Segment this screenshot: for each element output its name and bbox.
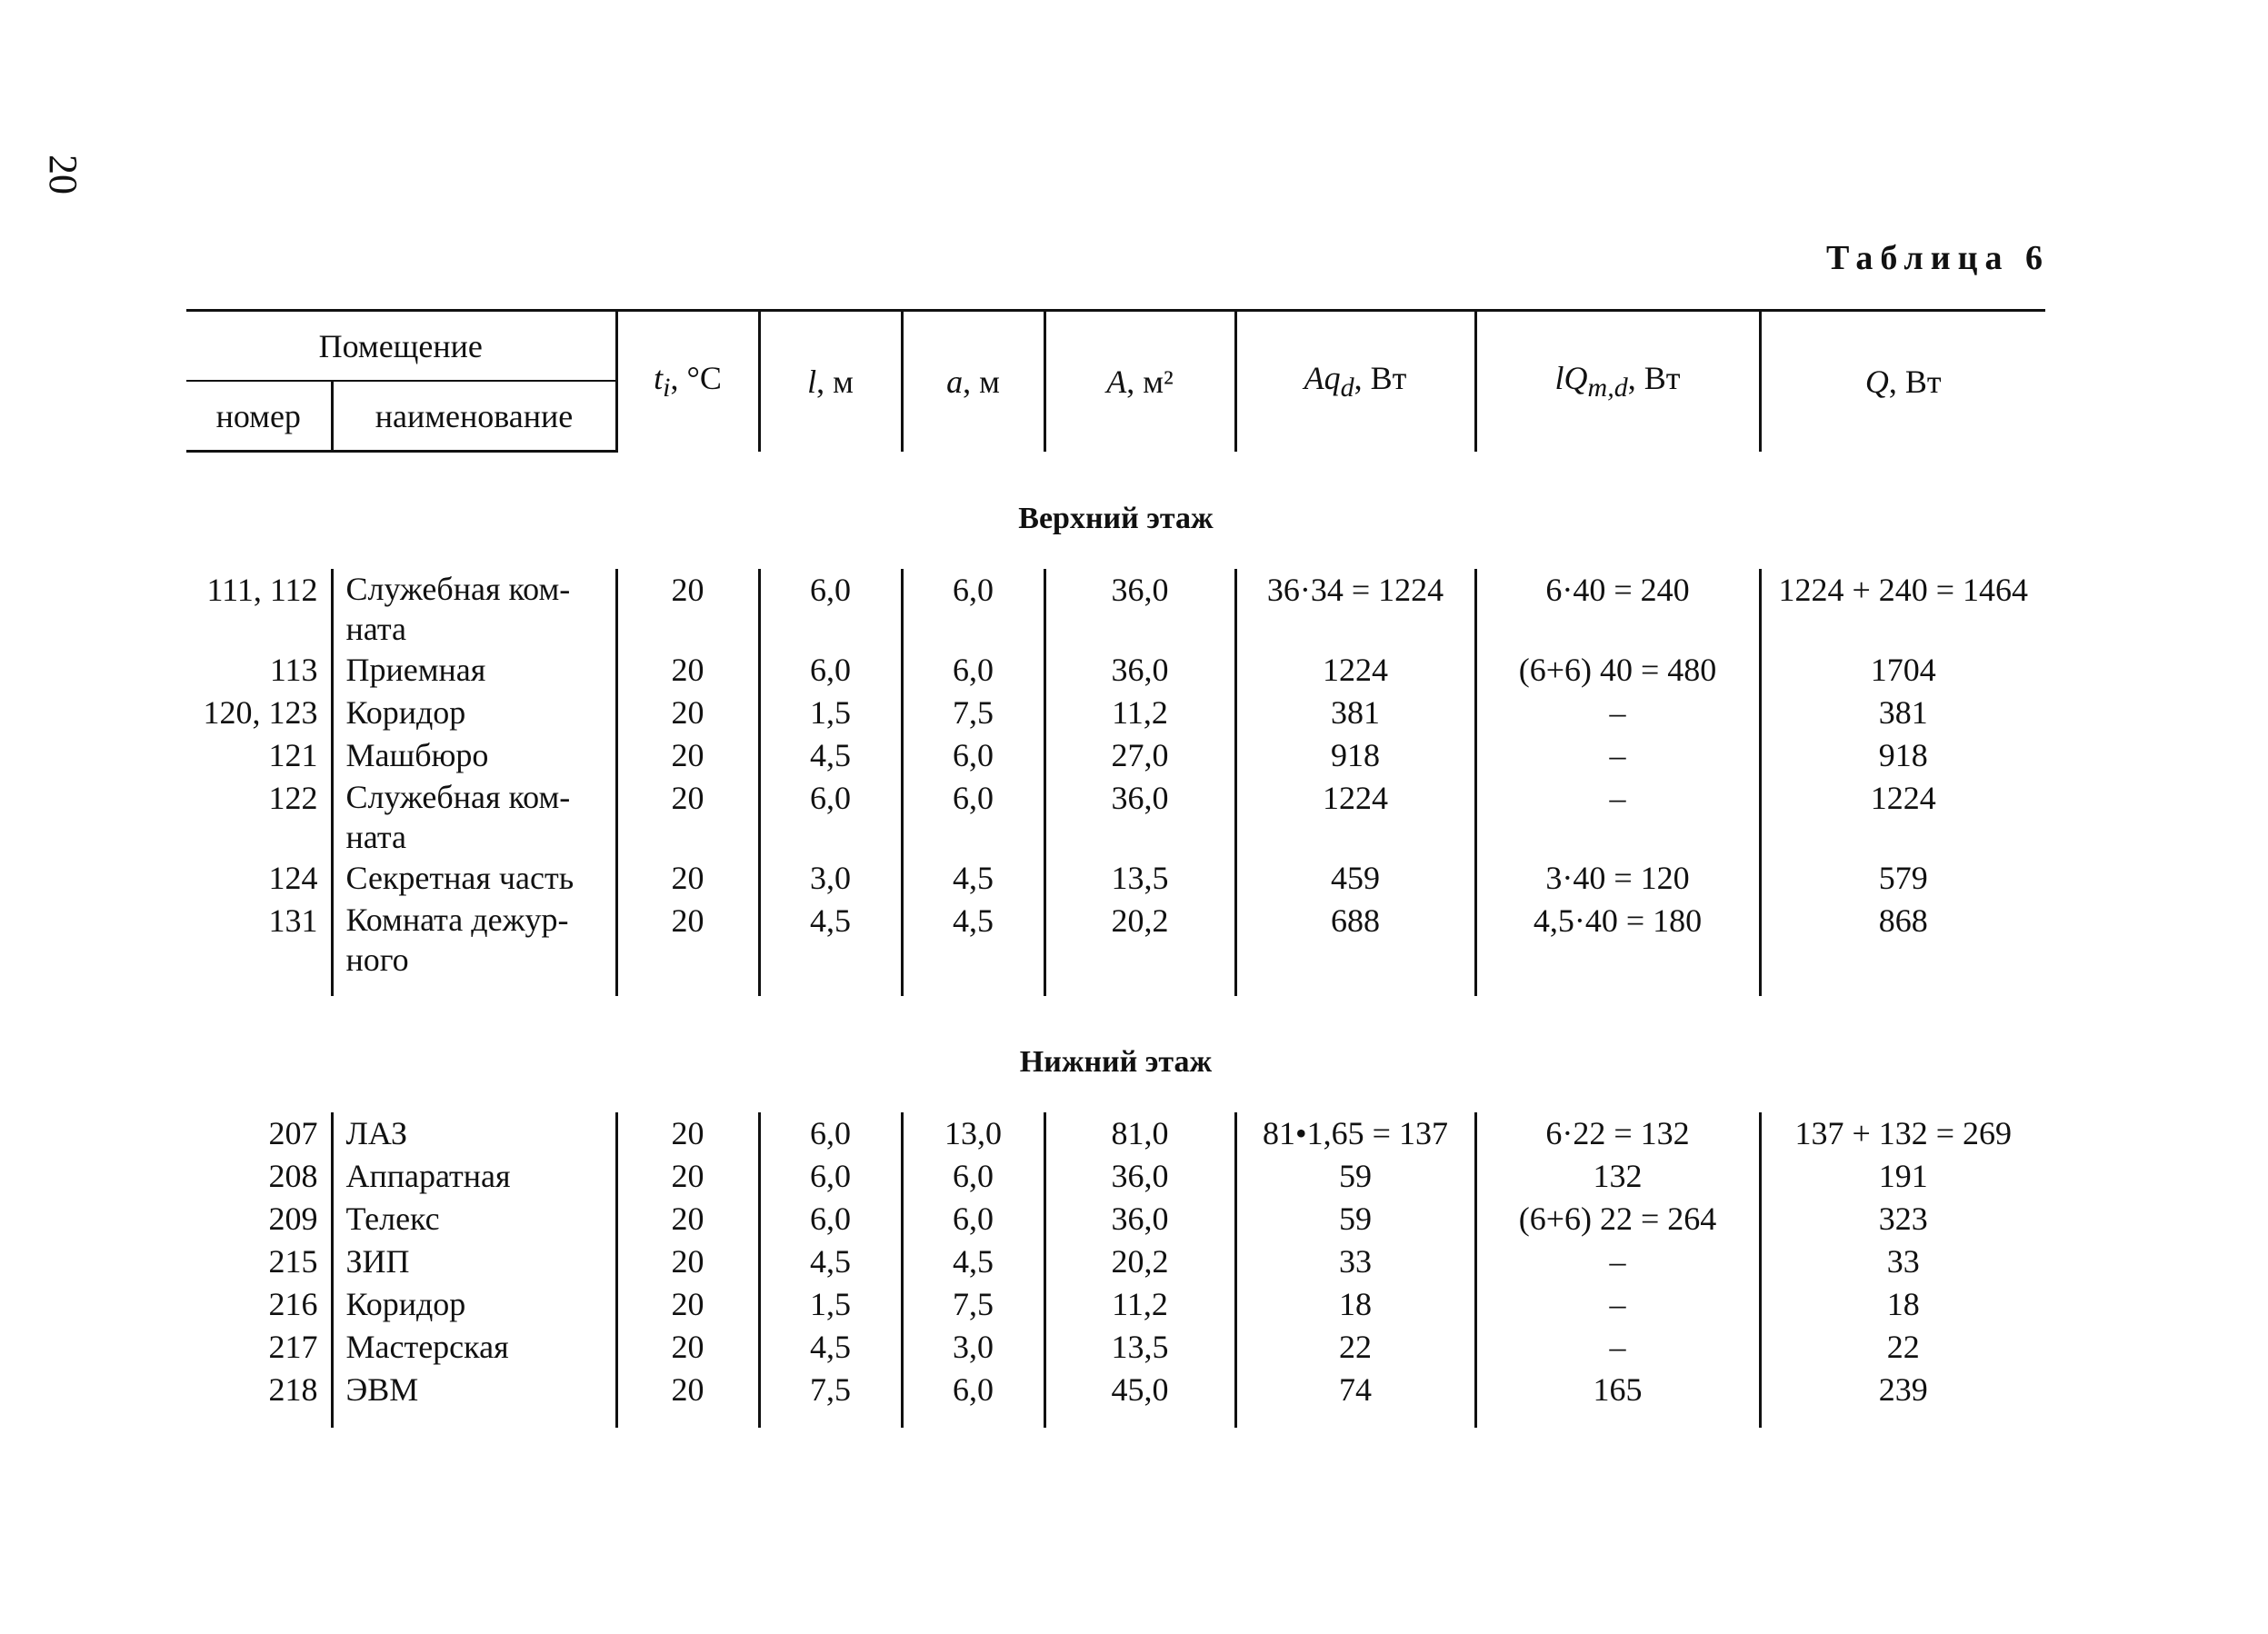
cell-a: 6,0	[902, 1198, 1044, 1240]
cell-l: 7,5	[759, 1369, 902, 1428]
cell-a: 6,0	[902, 734, 1044, 777]
cell-lq: –	[1475, 777, 1760, 857]
cell-l: 6,0	[759, 1198, 902, 1240]
cell-q: 137 + 132 = 269	[1794, 1115, 2013, 1151]
cell-l: 1,5	[759, 1283, 902, 1326]
cell-lq: (6+6) 40 = 480	[1475, 649, 1760, 692]
cell-lq: –	[1475, 1240, 1760, 1283]
cell-name	[332, 1369, 616, 1428]
cell-q: 239	[1878, 1371, 1928, 1408]
cell-ti: 20	[616, 1240, 759, 1283]
cell-area: 36,0	[1044, 1155, 1235, 1198]
cell-ti: 20	[616, 1326, 759, 1369]
cell-q: 918	[1878, 737, 1928, 773]
room-name-line: ната	[345, 819, 406, 855]
cell-ti: 20	[616, 1155, 759, 1198]
cell-name	[332, 692, 616, 734]
cell-lq: –	[1475, 692, 1760, 734]
cell-number: 113	[186, 649, 332, 692]
cell-l: 6,0	[759, 1112, 902, 1155]
cell-area: 27,0	[1044, 734, 1235, 777]
cell-q: 22	[1886, 1329, 1920, 1365]
cell-area: 36,0	[1044, 1198, 1235, 1240]
cell-lq: 6·40 = 240	[1475, 569, 1760, 649]
header-room-group: Помещение	[186, 311, 616, 382]
cell-l: 4,5	[759, 1326, 902, 1369]
table-row	[186, 649, 2045, 692]
cell-q: 868	[1878, 902, 1928, 939]
cell-ti: 20	[616, 692, 759, 734]
table-row	[186, 777, 2045, 857]
cell-l: 4,5	[759, 734, 902, 777]
cell-a: 3,0	[902, 1326, 1044, 1369]
cell-aqd: 1224	[1235, 777, 1475, 857]
cell-a: 7,5	[902, 1283, 1044, 1326]
room-name-line: Коридор	[345, 1286, 466, 1322]
cell-ti: 20	[616, 649, 759, 692]
header-area: A, м²	[1044, 311, 1235, 452]
header-number: номер	[186, 381, 332, 452]
table-row	[186, 569, 2045, 649]
cell-number: 131	[186, 900, 332, 996]
table-caption: Таблица 6	[1825, 239, 2050, 277]
cell-area: 11,2	[1044, 692, 1235, 734]
table-body	[186, 452, 2045, 1429]
section-header	[186, 996, 2045, 1112]
cell-l: 6,0	[759, 569, 902, 649]
cell-a: 4,5	[902, 900, 1044, 996]
cell-lq: –	[1475, 1283, 1760, 1326]
room-name-line: ЗИП	[345, 1243, 410, 1280]
cell-l: 4,5	[759, 1240, 902, 1283]
cell-aqd: 74	[1235, 1369, 1475, 1428]
table-row	[186, 1369, 2045, 1428]
header-q: Q, Вт	[1864, 363, 1942, 400]
cell-area: 36,0	[1044, 777, 1235, 857]
cell-ti: 20	[616, 1283, 759, 1326]
cell-area: 11,2	[1044, 1283, 1235, 1326]
cell-name	[332, 1240, 616, 1283]
table-row	[186, 734, 2045, 777]
cell-number: 208	[186, 1155, 332, 1198]
cell-lq: 3·40 = 120	[1475, 857, 1760, 900]
cell-aqd: 459	[1235, 857, 1475, 900]
cell-a: 6,0	[902, 777, 1044, 857]
room-name-line: Машбюро	[345, 737, 489, 773]
heat-loss-table	[186, 309, 2045, 1428]
table-row	[186, 900, 2045, 996]
cell-ti: 20	[616, 569, 759, 649]
header-a: a, м	[902, 311, 1044, 452]
cell-area: 20,2	[1044, 900, 1235, 996]
cell-name	[332, 777, 616, 857]
cell-lq: 132	[1475, 1155, 1760, 1198]
cell-area: 13,5	[1044, 1326, 1235, 1369]
cell-ti: 20	[616, 857, 759, 900]
cell-a: 4,5	[902, 857, 1044, 900]
header-name: наименование	[332, 381, 616, 452]
header-lq: $lQ_{m,d}$, Вт	[1475, 311, 1760, 452]
table-header	[186, 311, 2045, 452]
table-row	[186, 857, 2045, 900]
table-row	[186, 1283, 2045, 1326]
table-row	[186, 1240, 2045, 1283]
cell-name	[332, 900, 616, 996]
table-row	[186, 1198, 2045, 1240]
room-name-line: ЭВМ	[345, 1371, 419, 1408]
cell-q: 1224 + 240 = 1464	[1778, 572, 2029, 608]
cell-name	[332, 857, 616, 900]
room-name-line: Секретная часть	[345, 860, 574, 896]
cell-area: 13,5	[1044, 857, 1235, 900]
cell-name	[332, 1283, 616, 1326]
cell-ti: 20	[616, 734, 759, 777]
section-header	[186, 452, 2045, 570]
cell-ti: 20	[616, 900, 759, 996]
room-name-line: ЛАЗ	[345, 1115, 408, 1151]
cell-number: 121	[186, 734, 332, 777]
cell-aqd: 22	[1235, 1326, 1475, 1369]
cell-number: 122	[186, 777, 332, 857]
cell-aqd: 33	[1235, 1240, 1475, 1283]
cell-l: 1,5	[759, 692, 902, 734]
cell-lq: 165	[1475, 1369, 1760, 1428]
room-name-line: Служебная ком-	[345, 779, 571, 815]
table-row	[186, 1326, 2045, 1369]
cell-lq: 4,5·40 = 180	[1475, 900, 1760, 996]
cell-l: 4,5	[759, 900, 902, 996]
cell-q: 323	[1878, 1201, 1928, 1237]
cell-aqd: 688	[1235, 900, 1475, 996]
cell-a: 6,0	[902, 1369, 1044, 1428]
room-name-line: Мастерская	[345, 1329, 509, 1365]
cell-ti: 20	[616, 1198, 759, 1240]
cell-area: 45,0	[1044, 1369, 1235, 1428]
cell-aqd: 59	[1235, 1155, 1475, 1198]
table-row	[186, 1155, 2045, 1198]
cell-name	[332, 734, 616, 777]
cell-aqd: 81•1,65 = 137	[1235, 1112, 1475, 1155]
cell-aqd: 36·34 = 1224	[1235, 569, 1475, 649]
cell-lq: –	[1475, 734, 1760, 777]
cell-name	[332, 1326, 616, 1369]
cell-a: 4,5	[902, 1240, 1044, 1283]
cell-number: 218	[186, 1369, 332, 1428]
cell-name	[332, 1112, 616, 1155]
cell-area: 36,0	[1044, 649, 1235, 692]
cell-area: 81,0	[1044, 1112, 1235, 1155]
cell-name	[332, 1155, 616, 1198]
cell-q: 381	[1878, 694, 1928, 731]
cell-name	[332, 1198, 616, 1240]
cell-lq: 6·22 = 132	[1475, 1112, 1760, 1155]
room-name-line: Служебная ком-	[345, 571, 571, 607]
cell-name	[332, 649, 616, 692]
table-row	[186, 692, 2045, 734]
cell-a: 7,5	[902, 692, 1044, 734]
cell-ti: 20	[616, 1369, 759, 1428]
cell-q: 18	[1886, 1286, 1920, 1322]
header-l: l, м	[759, 311, 902, 452]
cell-q: 1224	[1870, 780, 1936, 816]
cell-a: 6,0	[902, 569, 1044, 649]
section-title: Верхний этаж	[1018, 502, 1214, 535]
room-name-line: Комната дежур-	[345, 902, 569, 938]
section-title: Нижний этаж	[1019, 1045, 1213, 1079]
cell-aqd: 918	[1235, 734, 1475, 777]
cell-aqd: 59	[1235, 1198, 1475, 1240]
cell-a: 6,0	[902, 1155, 1044, 1198]
table-row	[186, 1112, 2045, 1155]
cell-aqd: 381	[1235, 692, 1475, 734]
room-name-line: Аппаратная	[345, 1158, 511, 1194]
cell-ti: 20	[616, 1112, 759, 1155]
cell-q: 33	[1886, 1243, 1920, 1280]
cell-number: 217	[186, 1326, 332, 1369]
cell-l: 6,0	[759, 777, 902, 857]
cell-lq: (6+6) 22 = 264	[1475, 1198, 1760, 1240]
cell-number: 207	[186, 1112, 332, 1155]
cell-aqd: 18	[1235, 1283, 1475, 1326]
cell-l: 6,0	[759, 649, 902, 692]
cell-number: 120, 123	[186, 692, 332, 734]
cell-number: 215	[186, 1240, 332, 1283]
room-name-line: Телекс	[345, 1201, 440, 1237]
room-name-line: ного	[345, 942, 409, 978]
cell-area: 36,0	[1044, 569, 1235, 649]
cell-lq: –	[1475, 1326, 1760, 1369]
cell-number: 111, 112	[186, 569, 332, 649]
cell-area: 20,2	[1044, 1240, 1235, 1283]
cell-number: 124	[186, 857, 332, 900]
cell-a: 13,0	[902, 1112, 1044, 1155]
cell-name	[332, 569, 616, 649]
cell-q: 1704	[1870, 652, 1936, 688]
cell-a: 6,0	[902, 649, 1044, 692]
room-name-line: Коридор	[345, 694, 466, 731]
header-aqd: $Aq_d$, Вт	[1235, 311, 1475, 452]
header-ti: $t_i$, °C	[616, 311, 759, 452]
room-name-line: Приемная	[345, 652, 486, 688]
cell-l: 3,0	[759, 857, 902, 900]
cell-number: 209	[186, 1198, 332, 1240]
page-number: 20	[41, 154, 85, 194]
cell-l: 6,0	[759, 1155, 902, 1198]
room-name-line: ната	[345, 611, 406, 647]
cell-ti: 20	[616, 777, 759, 857]
cell-aqd: 1224	[1235, 649, 1475, 692]
cell-number: 216	[186, 1283, 332, 1326]
cell-q: 579	[1878, 860, 1928, 896]
cell-q: 191	[1878, 1158, 1928, 1194]
